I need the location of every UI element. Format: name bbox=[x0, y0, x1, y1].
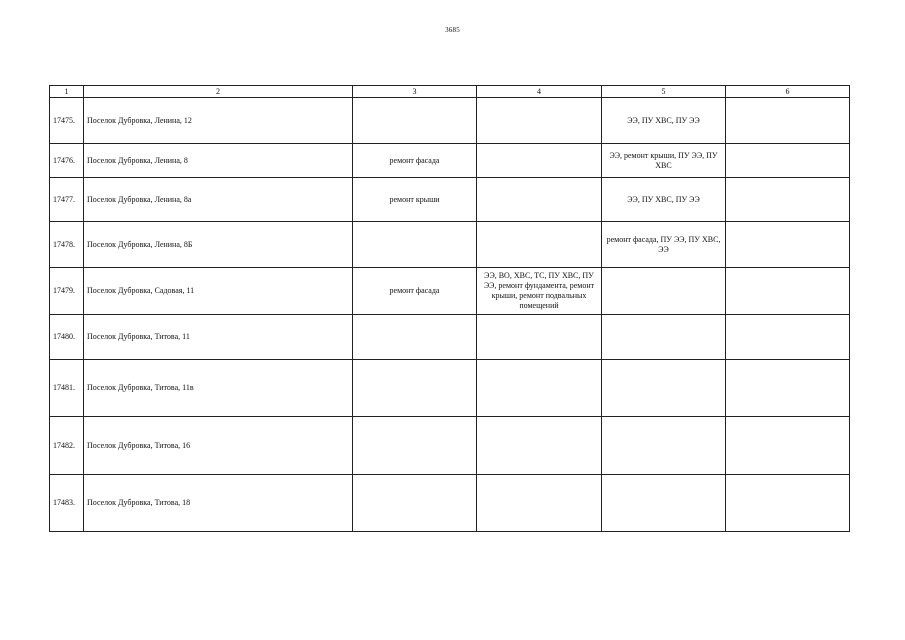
column-5-cell bbox=[602, 315, 726, 360]
column-4-cell: ЭЭ, ВО, ХВС, ТС, ПУ ХВС, ПУ ЭЭ, ремонт фундамента, ремонт крыши, ремонт подвальных помещений bbox=[477, 268, 602, 315]
table-row bbox=[50, 315, 850, 360]
column-5-cell: ЭЭ, ПУ ХВС, ПУ ЭЭ bbox=[602, 178, 726, 222]
column-4-cell bbox=[477, 475, 602, 532]
column-6-cell bbox=[726, 144, 850, 178]
column-4-cell bbox=[477, 178, 602, 222]
table-row bbox=[50, 144, 850, 178]
row-number-cell: 17476. bbox=[50, 144, 84, 178]
column-6-cell bbox=[726, 222, 850, 268]
column-3-cell bbox=[353, 417, 477, 475]
column-6-cell bbox=[726, 475, 850, 532]
column-4-cell bbox=[477, 222, 602, 268]
row-number-cell: 17479. bbox=[50, 268, 84, 315]
table-row bbox=[50, 475, 850, 532]
address-cell: Поселок Дубровка, Титова, 11 bbox=[84, 315, 353, 360]
table-row bbox=[50, 268, 850, 315]
column-header-1: 1 bbox=[50, 86, 84, 98]
row-number-cell: 17482. bbox=[50, 417, 84, 475]
column-5-cell bbox=[602, 417, 726, 475]
address-cell: Поселок Дубровка, Ленина, 8Б bbox=[84, 222, 353, 268]
column-6-cell bbox=[726, 98, 850, 144]
table-row bbox=[50, 178, 850, 222]
column-header-5: 5 bbox=[602, 86, 726, 98]
column-5-cell bbox=[602, 268, 726, 315]
row-number-cell: 17478. bbox=[50, 222, 84, 268]
column-4-cell bbox=[477, 315, 602, 360]
column-4-cell bbox=[477, 144, 602, 178]
column-4-cell bbox=[477, 417, 602, 475]
address-cell: Поселок Дубровка, Титова, 18 bbox=[84, 475, 353, 532]
column-header-2: 2 bbox=[84, 86, 353, 98]
row-number-cell: 17480. bbox=[50, 315, 84, 360]
address-cell: Поселок Дубровка, Ленина, 8а bbox=[84, 178, 353, 222]
column-4-cell bbox=[477, 360, 602, 417]
column-5-cell bbox=[602, 475, 726, 532]
table-row bbox=[50, 98, 850, 144]
column-3-cell: ремонт крыши bbox=[353, 178, 477, 222]
address-cell: Поселок Дубровка, Ленина, 8 bbox=[84, 144, 353, 178]
column-3-cell bbox=[353, 222, 477, 268]
row-number-cell: 17475. bbox=[50, 98, 84, 144]
column-6-cell bbox=[726, 360, 850, 417]
column-6-cell bbox=[726, 178, 850, 222]
column-3-cell: ремонт фасада bbox=[353, 268, 477, 315]
table-row bbox=[50, 222, 850, 268]
row-number-cell: 17481. bbox=[50, 360, 84, 417]
column-3-cell bbox=[353, 475, 477, 532]
row-number-cell: 17477. bbox=[50, 178, 84, 222]
column-3-cell bbox=[353, 315, 477, 360]
header-row bbox=[50, 86, 850, 98]
address-cell: Поселок Дубровка, Титова, 11в bbox=[84, 360, 353, 417]
column-3-cell: ремонт фасада bbox=[353, 144, 477, 178]
page-number: 3685 bbox=[445, 26, 460, 34]
table-row bbox=[50, 417, 850, 475]
column-5-cell: ЭЭ, ремонт крыши, ПУ ЭЭ, ПУ ХВС bbox=[602, 144, 726, 178]
column-5-cell: ремонт фасада, ПУ ЭЭ, ПУ ХВС, ЭЭ bbox=[602, 222, 726, 268]
column-3-cell bbox=[353, 360, 477, 417]
column-6-cell bbox=[726, 268, 850, 315]
column-5-cell bbox=[602, 360, 726, 417]
address-cell: Поселок Дубровка, Ленина, 12 bbox=[84, 98, 353, 144]
address-cell: Поселок Дубровка, Титова, 16 bbox=[84, 417, 353, 475]
column-6-cell bbox=[726, 315, 850, 360]
column-header-6: 6 bbox=[726, 86, 850, 98]
column-6-cell bbox=[726, 417, 850, 475]
table-row bbox=[50, 360, 850, 417]
data-table bbox=[49, 85, 850, 532]
column-header-4: 4 bbox=[477, 86, 602, 98]
address-cell: Поселок Дубровка, Садовая, 11 bbox=[84, 268, 353, 315]
row-number-cell: 17483. bbox=[50, 475, 84, 532]
column-5-cell: ЭЭ, ПУ ХВС, ПУ ЭЭ bbox=[602, 98, 726, 144]
column-3-cell bbox=[353, 98, 477, 144]
column-header-3: 3 bbox=[353, 86, 477, 98]
column-4-cell bbox=[477, 98, 602, 144]
